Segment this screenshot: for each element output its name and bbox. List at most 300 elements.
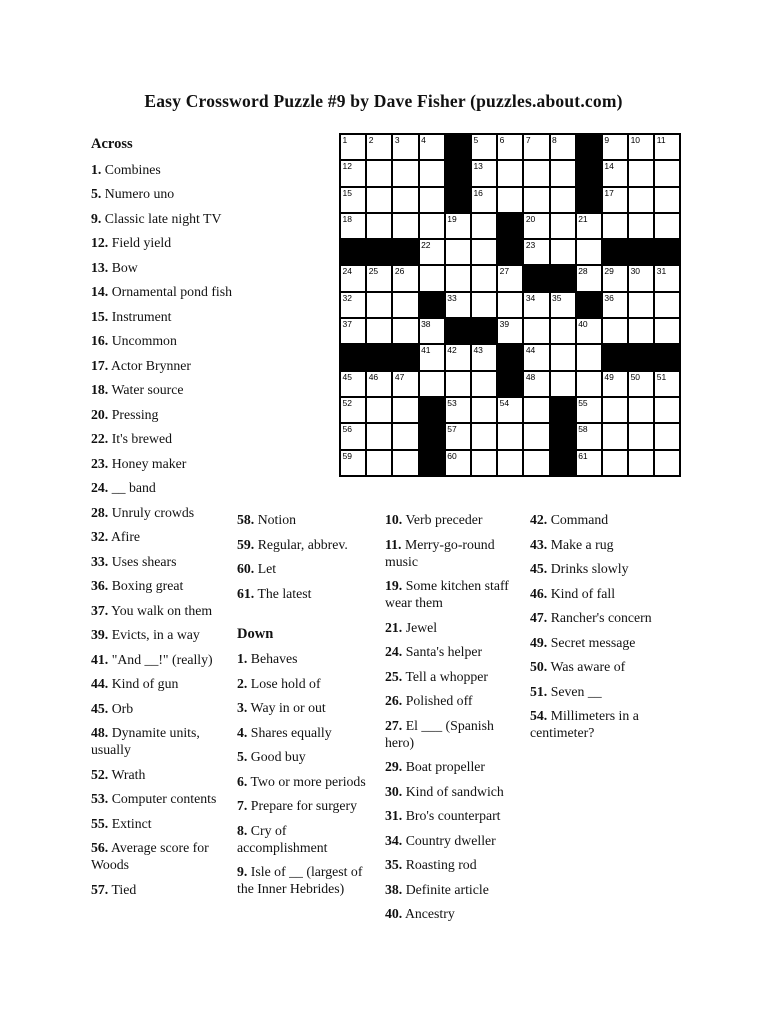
cell-number: 17 xyxy=(604,187,614,198)
clue-number: 41. xyxy=(91,651,109,667)
grid-cell xyxy=(655,398,679,422)
clue-across-13: 13. Bow xyxy=(91,259,138,275)
grid-cell xyxy=(367,319,391,343)
grid-cell xyxy=(472,214,496,238)
clue-down-43: 43. Make a rug xyxy=(530,536,614,552)
grid-cell xyxy=(498,266,522,290)
grid-cell-black xyxy=(446,188,470,212)
clue-number: 39. xyxy=(91,627,109,642)
clue-number: 6. xyxy=(237,773,248,789)
grid-cell-black xyxy=(367,240,391,264)
grid-cell xyxy=(367,161,391,185)
clue-number: 4. xyxy=(237,724,248,740)
clue-column-1 xyxy=(91,136,233,905)
clue-down-29: 29. Boat propeller xyxy=(385,759,486,774)
grid-cell-black xyxy=(498,240,522,264)
clue-down-31: 31. Bro's counterpart xyxy=(385,808,501,823)
grid-cell xyxy=(367,214,391,238)
section-header-across: Across xyxy=(91,136,133,152)
grid-cell xyxy=(367,266,391,290)
clue-number: 20. xyxy=(91,406,109,422)
grid-cell xyxy=(524,188,548,212)
grid-cell xyxy=(393,319,417,343)
grid-cell xyxy=(393,451,417,475)
grid-cell xyxy=(655,161,679,185)
grid-cell xyxy=(367,451,391,475)
clue-across-58: 58. Notion xyxy=(237,512,297,527)
cell-number: 9 xyxy=(604,135,610,145)
clue-number: 27. xyxy=(385,717,403,733)
clue-across-60: 60. Let xyxy=(237,561,277,576)
clue-down-38: 38. Definite article xyxy=(385,881,489,897)
clue-across-59: 59. Regular, abbrev. xyxy=(237,536,348,552)
cell-number: 60 xyxy=(447,450,457,461)
clue-number: 28. xyxy=(91,504,109,520)
grid-cell xyxy=(446,451,470,475)
cell-number: 25 xyxy=(368,266,379,277)
cell-number: 27 xyxy=(499,266,510,277)
cell-number: 56 xyxy=(342,424,352,435)
grid-cell xyxy=(524,319,548,343)
cell-number: 32 xyxy=(342,292,352,303)
cell-number: 29 xyxy=(604,266,614,277)
clue-number: 16. xyxy=(91,333,109,348)
clue-number: 49. xyxy=(530,634,548,650)
grid-cell xyxy=(629,188,653,212)
grid-cell xyxy=(472,135,496,159)
grid-cell xyxy=(393,161,417,185)
grid-cell xyxy=(551,214,575,238)
clue-number: 33. xyxy=(91,553,109,569)
grid-cell-black xyxy=(524,266,548,290)
cell-number: 57 xyxy=(447,424,457,435)
clue-number: 51. xyxy=(530,683,548,699)
grid-cell xyxy=(603,293,627,317)
grid-cell xyxy=(446,266,470,290)
grid-cell xyxy=(420,266,444,290)
grid-cell xyxy=(446,372,470,396)
grid-cell xyxy=(498,135,522,159)
grid-cell xyxy=(524,451,548,475)
clue-across-23: 23. Honey maker xyxy=(91,455,187,471)
grid-cell xyxy=(341,398,365,422)
grid-cell xyxy=(341,161,365,185)
cell-number: 4 xyxy=(421,135,426,145)
grid-cell xyxy=(393,424,417,448)
cell-number: 41 xyxy=(421,345,431,356)
cell-number: 12 xyxy=(342,161,352,172)
cell-number: 20 xyxy=(525,213,536,224)
clue-across-36: 36. Boxing great xyxy=(91,578,184,593)
grid-cell xyxy=(551,345,575,369)
grid-cell xyxy=(420,214,444,238)
clue-number: 52. xyxy=(91,766,109,782)
grid-cell xyxy=(472,372,496,396)
clue-down-49: 49. Secret message xyxy=(530,634,636,650)
cell-number: 43 xyxy=(473,345,483,356)
clue-number: 31. xyxy=(385,808,403,823)
clue-number: 15. xyxy=(91,308,109,324)
clue-number: 44. xyxy=(91,676,109,691)
clue-across-20: 20. Pressing xyxy=(91,406,159,422)
clue-across-37: 37. You walk on them xyxy=(91,602,213,618)
clue-number: 9. xyxy=(237,864,248,879)
grid-cell xyxy=(655,293,679,317)
clue-down-34: 34. Country dweller xyxy=(385,832,496,848)
grid-cell xyxy=(367,372,391,396)
clue-number: 14. xyxy=(91,284,109,299)
grid-cell xyxy=(551,319,575,343)
cell-number: 21 xyxy=(578,213,588,224)
grid-cell xyxy=(524,398,548,422)
grid-cell xyxy=(629,319,653,343)
grid-cell-black xyxy=(498,345,522,369)
cell-number: 53 xyxy=(447,397,457,408)
clue-across-61: 61. The latest xyxy=(237,585,312,601)
clue-across-18: 18. Water source xyxy=(91,382,184,397)
grid-cell-black xyxy=(551,266,575,290)
grid-cell xyxy=(420,188,444,212)
clue-number: 26. xyxy=(385,693,403,708)
clue-number: 25. xyxy=(385,668,403,684)
page-title: Easy Crossword Puzzle #9 by Dave Fisher (puzzles.about.com) xyxy=(144,91,623,111)
grid-cell xyxy=(655,135,679,159)
clue-down-21: 21. Jewel xyxy=(385,619,438,635)
grid-cell-black xyxy=(446,135,470,159)
cell-number: 1 xyxy=(342,135,348,145)
cell-number: 59 xyxy=(342,450,352,461)
cell-number: 58 xyxy=(578,424,588,435)
cell-number: 37 xyxy=(342,319,352,330)
clue-number: 7. xyxy=(237,798,248,813)
clue-number: 53. xyxy=(91,791,109,806)
grid-cell xyxy=(551,188,575,212)
grid-cell xyxy=(524,161,548,185)
clue-number: 1. xyxy=(91,161,102,177)
cell-number: 28 xyxy=(578,266,588,277)
grid-cell-black xyxy=(577,188,601,212)
clue-column-2 xyxy=(237,511,371,905)
grid-cell xyxy=(420,240,444,264)
grid-cell xyxy=(655,214,679,238)
grid-cell xyxy=(367,188,391,212)
cell-number: 14 xyxy=(604,161,614,172)
grid-cell xyxy=(655,188,679,212)
cell-number: 24 xyxy=(342,266,352,277)
clue-number: 34. xyxy=(385,832,403,848)
clue-column-4 xyxy=(530,511,686,749)
cell-number: 39 xyxy=(499,319,510,330)
clue-number: 32. xyxy=(91,529,109,544)
grid-cell xyxy=(472,293,496,317)
grid-cell xyxy=(341,214,365,238)
grid-cell xyxy=(393,214,417,238)
clue-down-5: 5. Good buy xyxy=(237,749,306,764)
clue-number: 43. xyxy=(530,536,548,552)
clue-number: 5. xyxy=(91,186,102,201)
grid-cell xyxy=(551,372,575,396)
grid-cell xyxy=(341,424,365,448)
grid-cell-black xyxy=(393,240,417,264)
grid-cell xyxy=(551,135,575,159)
grid-cell xyxy=(551,240,575,264)
grid-cell-black xyxy=(603,345,627,369)
grid-cell xyxy=(524,135,548,159)
cell-number: 2 xyxy=(368,135,374,145)
grid-cell xyxy=(420,161,444,185)
grid-cell xyxy=(603,372,627,396)
cell-number: 51 xyxy=(656,371,667,382)
clue-across-22: 22. It's brewed xyxy=(91,431,173,446)
grid-cell-black xyxy=(498,214,522,238)
cell-number: 19 xyxy=(447,213,457,224)
clue-number: 18. xyxy=(91,382,109,397)
grid-cell-black xyxy=(655,345,679,369)
grid-cell xyxy=(655,319,679,343)
grid-cell-black xyxy=(551,451,575,475)
clue-across-16: 16. Uncommon xyxy=(91,333,177,348)
grid-cell-black xyxy=(446,319,470,343)
grid-cell xyxy=(420,319,444,343)
cell-number: 48 xyxy=(525,371,536,382)
clue-down-8: 8. Cry of accomplishment xyxy=(237,822,328,855)
grid-cell xyxy=(655,266,679,290)
grid-cell xyxy=(367,424,391,448)
grid-cell xyxy=(655,451,679,475)
grid-cell xyxy=(393,372,417,396)
cell-number: 52 xyxy=(342,397,352,408)
grid-cell xyxy=(393,266,417,290)
grid-cell xyxy=(446,240,470,264)
clue-across-17: 17. Actor Brynner xyxy=(91,357,192,373)
clue-number: 30. xyxy=(385,783,403,799)
clue-across-24: 24. __ band xyxy=(91,480,156,495)
cell-number: 23 xyxy=(525,240,536,251)
grid-cell xyxy=(367,293,391,317)
grid-cell xyxy=(577,266,601,290)
grid-cell-black xyxy=(498,372,522,396)
grid-cell xyxy=(524,240,548,264)
grid-cell xyxy=(341,135,365,159)
cell-number: 46 xyxy=(368,371,379,382)
clue-across-15: 15. Instrument xyxy=(91,308,172,324)
clue-number: 37. xyxy=(91,602,109,618)
clue-across-33: 33. Uses shears xyxy=(91,553,177,569)
cell-number: 31 xyxy=(656,266,667,277)
grid-cell xyxy=(655,372,679,396)
clue-across-45: 45. Orb xyxy=(91,700,134,716)
grid-cell xyxy=(341,293,365,317)
grid-cell-black xyxy=(341,345,365,369)
grid-cell xyxy=(551,293,575,317)
cell-number: 26 xyxy=(394,266,405,277)
clue-number: 61. xyxy=(237,585,255,601)
clue-number: 2. xyxy=(237,675,248,691)
clue-number: 38. xyxy=(385,881,403,897)
grid-cell xyxy=(341,319,365,343)
grid-cell xyxy=(446,398,470,422)
clue-number: 11. xyxy=(385,536,402,552)
grid-cell xyxy=(341,451,365,475)
grid-cell xyxy=(446,345,470,369)
clue-down-2: 2. Lose hold of xyxy=(237,675,321,691)
clue-across-32: 32. Afire xyxy=(91,529,141,544)
clue-across-9: 9. Classic late night TV xyxy=(91,210,222,226)
grid-cell xyxy=(393,293,417,317)
clue-number: 17. xyxy=(91,357,109,373)
clue-across-44: 44. Kind of gun xyxy=(91,676,179,691)
grid-cell xyxy=(341,372,365,396)
clue-down-51: 51. Seven __ xyxy=(530,683,602,699)
grid-cell-black xyxy=(577,135,601,159)
clue-number: 48. xyxy=(91,725,109,740)
grid-cell xyxy=(603,266,627,290)
grid-cell xyxy=(629,214,653,238)
grid-cell xyxy=(472,188,496,212)
clue-number: 40. xyxy=(385,906,403,921)
grid-cell-black xyxy=(420,398,444,422)
crossword-grid xyxy=(339,133,681,477)
clue-number: 59. xyxy=(237,536,255,552)
grid-cell-black xyxy=(367,345,391,369)
grid-cell-black xyxy=(551,398,575,422)
cell-number: 61 xyxy=(578,450,588,461)
cell-number: 7 xyxy=(525,135,531,145)
grid-cell xyxy=(341,266,365,290)
grid-cell xyxy=(629,451,653,475)
grid-cell xyxy=(603,161,627,185)
clue-number: 35. xyxy=(385,857,403,872)
cell-number: 54 xyxy=(499,397,510,408)
clue-down-24: 24. Santa's helper xyxy=(385,644,483,659)
clue-across-14: 14. Ornamental pond fish xyxy=(91,284,233,299)
grid-cell xyxy=(472,424,496,448)
grid-cell xyxy=(472,398,496,422)
grid-cell xyxy=(420,372,444,396)
grid-cell xyxy=(629,161,653,185)
cell-number: 22 xyxy=(421,240,431,251)
cell-number: 6 xyxy=(499,135,505,145)
clue-number: 45. xyxy=(91,700,109,716)
grid-cell xyxy=(577,345,601,369)
grid-cell-black xyxy=(603,240,627,264)
grid-cell-black xyxy=(472,319,496,343)
cell-number: 8 xyxy=(552,135,557,145)
grid-cell xyxy=(367,135,391,159)
clue-across-53: 53. Computer contents xyxy=(91,791,217,806)
clue-number: 42. xyxy=(530,512,548,527)
grid-cell xyxy=(629,372,653,396)
clue-across-28: 28. Unruly crowds xyxy=(91,504,195,520)
grid-cell xyxy=(446,214,470,238)
clue-number: 57. xyxy=(91,881,109,897)
grid-cell-black xyxy=(629,345,653,369)
clue-number: 3. xyxy=(237,700,248,715)
grid-cell xyxy=(393,188,417,212)
grid-cell xyxy=(472,161,496,185)
cell-number: 40 xyxy=(578,319,588,330)
grid-cell-black xyxy=(577,161,601,185)
cell-number: 10 xyxy=(630,135,641,145)
clue-across-1: 1. Combines xyxy=(91,161,161,177)
cell-number: 11 xyxy=(656,135,666,145)
grid-cell xyxy=(629,398,653,422)
grid-cell xyxy=(498,451,522,475)
cell-number: 38 xyxy=(421,319,431,330)
grid-cell xyxy=(603,319,627,343)
clue-number: 19. xyxy=(385,578,403,593)
cell-number: 16 xyxy=(473,187,483,198)
grid-cell xyxy=(446,293,470,317)
grid-cell xyxy=(393,135,417,159)
grid-cell xyxy=(577,214,601,238)
grid-cell xyxy=(629,135,653,159)
grid-cell-black xyxy=(446,161,470,185)
clue-number: 36. xyxy=(91,578,109,593)
clue-across-41: 41. "And __!" (really) xyxy=(91,651,213,667)
clue-number: 5. xyxy=(237,749,248,764)
grid-cell xyxy=(577,424,601,448)
cell-number: 15 xyxy=(342,187,352,198)
grid-cell xyxy=(498,319,522,343)
clue-across-56: 56. Average score for Woods xyxy=(91,840,209,872)
clue-number: 24. xyxy=(91,480,109,495)
clue-column-3 xyxy=(385,511,526,930)
grid-cell-black xyxy=(420,424,444,448)
clue-down-27: 27. El ___ (Spanish hero) xyxy=(385,717,494,750)
grid-cell-black xyxy=(420,451,444,475)
clue-number: 29. xyxy=(385,759,403,774)
grid-cell xyxy=(655,424,679,448)
clue-down-47: 47. Rancher's concern xyxy=(530,610,652,625)
clue-number: 12. xyxy=(91,235,109,250)
cell-number: 55 xyxy=(578,397,588,408)
grid-cell xyxy=(603,135,627,159)
clue-down-19: 19. Some kitchen staff wear them xyxy=(385,578,509,610)
clue-number: 1. xyxy=(237,651,248,666)
grid-cell xyxy=(498,398,522,422)
cell-number: 33 xyxy=(447,292,457,303)
clue-number: 23. xyxy=(91,455,109,471)
clue-number: 55. xyxy=(91,815,109,831)
grid-cell-black xyxy=(341,240,365,264)
clue-down-46: 46. Kind of fall xyxy=(530,585,616,601)
grid-cell xyxy=(603,451,627,475)
grid-cell xyxy=(577,398,601,422)
grid-cell xyxy=(498,293,522,317)
clue-down-6: 6. Two or more periods xyxy=(237,773,366,789)
cell-number: 49 xyxy=(604,371,614,382)
clue-down-42: 42. Command xyxy=(530,512,609,527)
grid-cell xyxy=(498,161,522,185)
grid-cell xyxy=(577,451,601,475)
grid-cell-black xyxy=(393,345,417,369)
grid-cell xyxy=(629,424,653,448)
clue-down-1: 1. Behaves xyxy=(237,651,298,666)
clue-across-12: 12. Field yield xyxy=(91,235,172,250)
clue-down-4: 4. Shares equally xyxy=(237,724,332,740)
grid-cell-black xyxy=(420,293,444,317)
cell-number: 44 xyxy=(525,345,536,356)
cell-number: 5 xyxy=(473,135,479,145)
cell-number: 35 xyxy=(552,292,562,303)
grid-cell xyxy=(498,424,522,448)
clue-across-5: 5. Numero uno xyxy=(91,186,175,201)
grid-cell xyxy=(524,345,548,369)
grid-cell xyxy=(524,214,548,238)
clue-across-48: 48. Dynamite units, usually xyxy=(91,725,200,757)
cell-number: 13 xyxy=(473,161,483,172)
